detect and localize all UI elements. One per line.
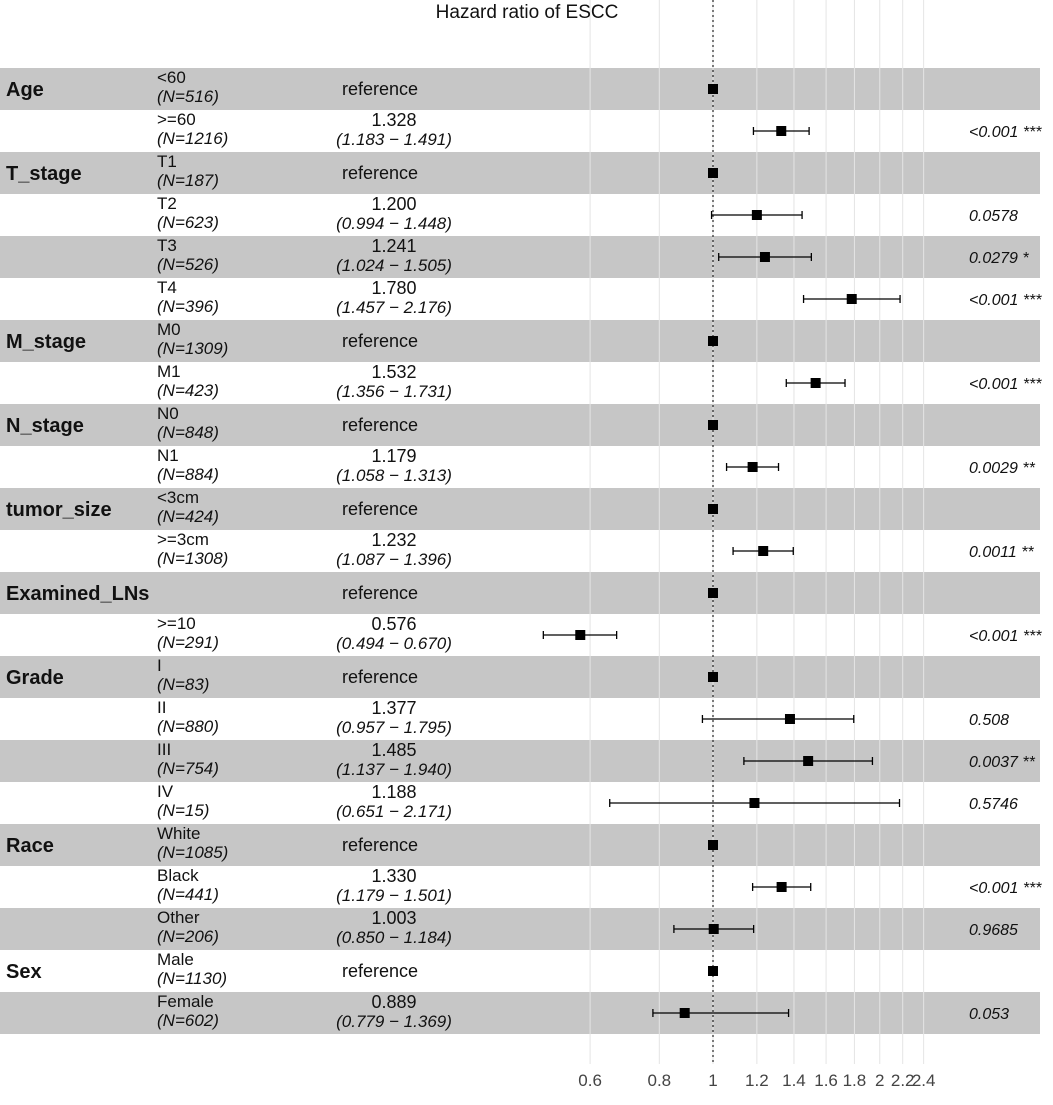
p-value: 0.0037 **	[969, 754, 1035, 771]
hr-point	[752, 210, 762, 220]
n-label: (N=754)	[157, 759, 219, 778]
p-value: 0.0578	[969, 208, 1018, 225]
x-tick-label: 1.6	[814, 1071, 838, 1090]
estimate-label: 1.200	[371, 194, 417, 214]
hr-point	[708, 672, 718, 682]
n-label: (N=1085)	[157, 843, 229, 862]
ci-label: (1.024 − 1.505)	[336, 256, 452, 275]
level-label: T2	[157, 194, 177, 213]
n-label: (N=1130)	[157, 969, 228, 988]
p-value: <0.001 ***	[969, 292, 1042, 309]
variable-label: N_stage	[6, 415, 84, 437]
estimate-label: reference	[341, 667, 419, 687]
p-value: <0.001 ***	[969, 628, 1042, 645]
chart-title: Hazard ratio of ESCC	[435, 2, 619, 23]
hr-point	[748, 462, 758, 472]
x-axis-ticks	[578, 1071, 935, 1090]
level-label: >=60	[157, 110, 196, 129]
ci-label: (1.058 − 1.313)	[336, 466, 452, 485]
level-label: >=3cm	[157, 530, 209, 549]
variable-label: tumor_size	[6, 499, 112, 521]
n-label: (N=623)	[157, 213, 219, 232]
hr-point	[708, 588, 718, 598]
n-label: (N=880)	[157, 717, 219, 736]
level-label: Male	[157, 950, 194, 969]
n-label: (N=848)	[157, 423, 219, 442]
estimate-label: 1.377	[371, 698, 417, 718]
row-band	[0, 488, 1040, 530]
hr-point	[575, 630, 585, 640]
level-label: IV	[157, 782, 174, 801]
estimate-label: 1.003	[371, 908, 417, 928]
n-label: (N=291)	[157, 633, 219, 652]
x-tick-label: 1.8	[842, 1071, 867, 1090]
n-label: (N=516)	[157, 87, 219, 106]
estimate-label: 1.241	[371, 236, 417, 256]
x-tick-label: 2.4	[911, 1071, 936, 1090]
x-tick-label: 1	[708, 1071, 718, 1090]
p-value: 0.508	[969, 712, 1010, 729]
hr-point	[708, 336, 718, 346]
level-label: N1	[157, 446, 179, 465]
level-label: Black	[157, 866, 199, 885]
ci-label: (1.457 − 2.176)	[336, 298, 452, 317]
ci-label: (1.179 − 1.501)	[336, 886, 452, 905]
estimate-label: 1.188	[371, 782, 417, 802]
variable-label: Race	[6, 835, 54, 857]
ci-label: (1.356 − 1.731)	[336, 382, 452, 401]
hr-point	[777, 882, 787, 892]
hr-point	[708, 966, 718, 976]
row-labels	[6, 68, 452, 1031]
estimate-label: reference	[341, 415, 419, 435]
n-label: (N=83)	[157, 675, 210, 694]
n-label: (N=441)	[157, 885, 219, 904]
ci-label: (1.183 − 1.491)	[336, 130, 452, 149]
row-band	[0, 320, 1040, 362]
p-value: <0.001 ***	[969, 880, 1042, 897]
ci-label: (0.957 − 1.795)	[336, 718, 452, 737]
variable-label: Sex	[6, 961, 42, 983]
variable-label: T_stage	[6, 163, 82, 185]
row-band	[0, 68, 1040, 110]
estimate-label: 1.532	[371, 362, 417, 382]
estimate-label: reference	[341, 79, 419, 99]
hr-point	[803, 756, 813, 766]
n-label: (N=206)	[157, 927, 219, 946]
ci-label: (0.850 − 1.184)	[336, 928, 452, 947]
hr-point	[758, 546, 768, 556]
estimate-label: 1.232	[371, 530, 417, 550]
x-tick-label: 0.6	[578, 1071, 602, 1090]
row-band	[0, 572, 1040, 614]
p-value: <0.001 ***	[969, 376, 1042, 393]
p-value: 0.0011 **	[969, 544, 1034, 561]
hr-point	[708, 504, 718, 514]
estimate-label: reference	[341, 331, 419, 351]
hr-point	[709, 924, 719, 934]
level-label: Female	[157, 992, 214, 1011]
p-value: 0.053	[969, 1006, 1010, 1023]
estimate-label: 1.328	[371, 110, 417, 130]
estimate-label: 1.179	[371, 446, 417, 466]
n-label: (N=423)	[157, 381, 219, 400]
level-label: <60	[157, 68, 186, 87]
row-band	[0, 152, 1040, 194]
variable-label: Examined_LNs	[6, 583, 150, 605]
ci-label: (0.651 − 2.171)	[336, 802, 452, 821]
hr-point	[749, 798, 759, 808]
level-label: T4	[157, 278, 177, 297]
estimate-label: reference	[341, 961, 419, 981]
x-tick-label: 0.8	[647, 1071, 672, 1090]
level-label: T1	[157, 152, 177, 171]
hr-point	[760, 252, 770, 262]
hr-point	[680, 1008, 690, 1018]
variable-label: Grade	[6, 667, 64, 689]
variable-label: M_stage	[6, 331, 87, 353]
row-band	[0, 656, 1040, 698]
estimate-label: 1.330	[371, 866, 417, 886]
ci-label: (0.494 − 0.670)	[336, 634, 452, 653]
row-band	[0, 992, 1040, 1034]
row-band	[0, 236, 1040, 278]
ci-label: (1.087 − 1.396)	[336, 550, 452, 569]
estimate-label: 0.889	[371, 992, 417, 1012]
x-tick-label: 2.2	[890, 1071, 915, 1090]
estimate-label: 1.485	[371, 740, 417, 760]
estimate-label: reference	[341, 499, 419, 519]
level-label: Other	[157, 908, 200, 927]
hr-point	[708, 420, 718, 430]
estimate-label: 0.576	[371, 614, 417, 634]
hr-point	[785, 714, 795, 724]
row-band	[0, 908, 1040, 950]
level-label: <3cm	[157, 488, 200, 507]
ci-label: (0.994 − 1.448)	[336, 214, 452, 233]
n-label: (N=424)	[157, 507, 219, 526]
n-label: (N=15)	[157, 801, 210, 820]
row-band	[0, 740, 1040, 782]
n-label: (N=1216)	[157, 129, 229, 148]
row-bands	[0, 68, 1040, 1034]
level-label: N0	[157, 404, 179, 423]
estimate-label: 1.780	[371, 278, 417, 298]
n-label: (N=1308)	[157, 549, 229, 568]
row-band	[0, 824, 1040, 866]
estimate-label: reference	[341, 835, 419, 855]
n-label: (N=602)	[157, 1011, 219, 1030]
level-label: M1	[157, 362, 181, 381]
x-tick-label: 1.4	[782, 1071, 806, 1090]
level-label: White	[157, 824, 201, 843]
hr-point	[811, 378, 821, 388]
p-value: 0.9685	[969, 922, 1018, 939]
level-label: II	[157, 698, 167, 717]
level-label: M0	[157, 320, 181, 339]
level-label: T3	[157, 236, 177, 255]
n-label: (N=396)	[157, 297, 219, 316]
level-label: >=10	[157, 614, 196, 633]
row-band	[0, 404, 1040, 446]
level-label: I	[157, 656, 162, 675]
p-value: 0.0029 **	[969, 460, 1035, 477]
n-label: (N=1309)	[157, 339, 229, 358]
hr-point	[708, 840, 718, 850]
ci-label: (0.779 − 1.369)	[336, 1012, 452, 1031]
hr-point	[708, 168, 718, 178]
estimate-label: reference	[341, 583, 419, 603]
ci-label: (1.137 − 1.940)	[336, 760, 452, 779]
level-label: III	[157, 740, 172, 759]
p-value: 0.5746	[969, 796, 1018, 813]
n-label: (N=884)	[157, 465, 219, 484]
n-label: (N=526)	[157, 255, 219, 274]
n-label: (N=187)	[157, 171, 219, 190]
ci-markers	[543, 84, 900, 1018]
p-value: 0.0279 *	[969, 250, 1029, 267]
x-tick-label: 2	[875, 1071, 885, 1090]
hr-point	[847, 294, 857, 304]
p-value: <0.001 ***	[969, 124, 1042, 141]
x-tick-label: 1.2	[745, 1071, 769, 1090]
variable-label: Age	[6, 79, 44, 101]
hr-point	[708, 84, 718, 94]
estimate-label: reference	[341, 163, 419, 183]
hr-point	[776, 126, 786, 136]
